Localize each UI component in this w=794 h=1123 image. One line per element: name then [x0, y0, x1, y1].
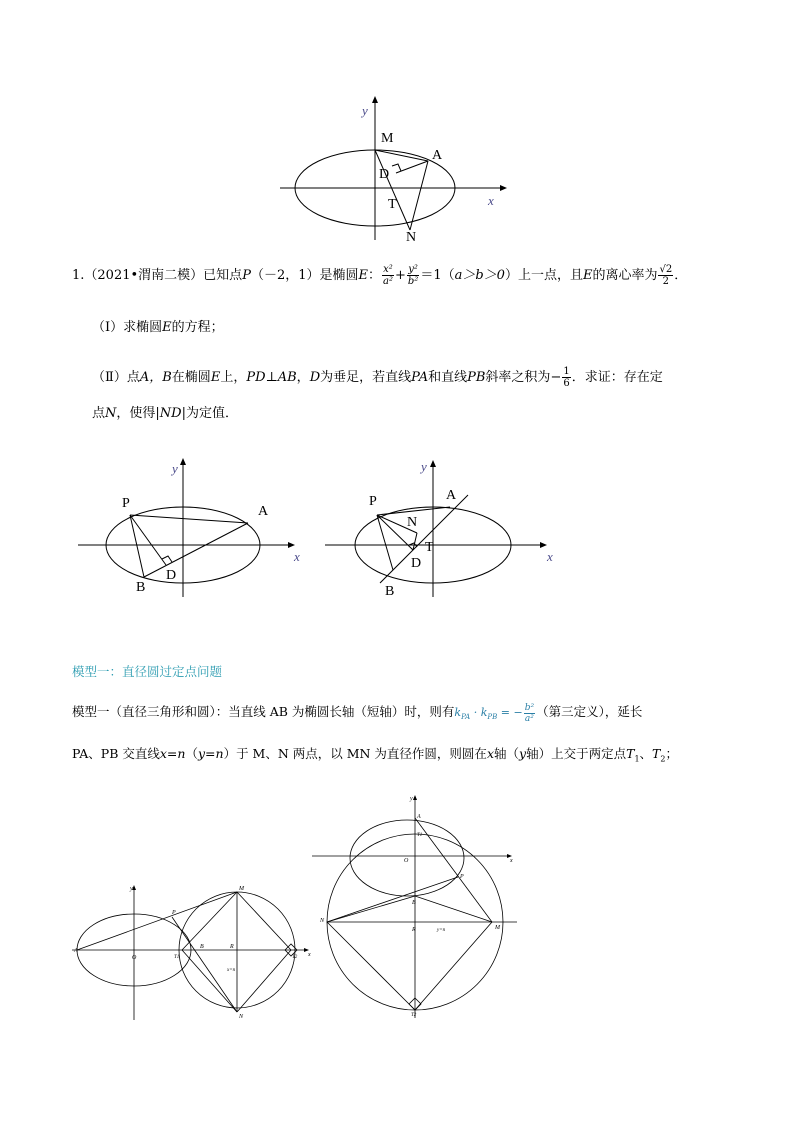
part2-nd: |ND|	[155, 406, 186, 421]
y-axis-arrow	[180, 458, 186, 465]
model-line2	[72, 744, 678, 770]
label-t2: T2	[411, 1013, 417, 1018]
frac2-num: y²	[408, 264, 418, 275]
label-p: P	[122, 496, 130, 511]
label-d: D	[411, 556, 422, 571]
slope-den: 6	[563, 378, 570, 389]
figure-bottom-right-svg	[312, 790, 522, 1020]
line-mt2	[237, 892, 291, 950]
part2-a: （Ⅱ）点	[92, 370, 140, 385]
part2-g: 斜率之积为	[485, 370, 551, 385]
part2-dd: D	[309, 370, 321, 385]
y-axis-arrow	[372, 96, 378, 103]
part2-d: ，	[296, 370, 310, 385]
part2-n: N	[105, 406, 117, 421]
slope-num: 1	[563, 366, 570, 377]
label-m: M	[495, 925, 500, 931]
label-y: y	[410, 796, 413, 802]
slope-product-formula	[454, 702, 536, 724]
y-axis-arrow	[413, 795, 417, 800]
label-r: R	[412, 927, 416, 933]
figure-top-svg	[280, 95, 520, 250]
fraction-y2-b2	[407, 264, 419, 287]
label-x: x	[308, 952, 311, 958]
model-line2-t2: T	[652, 746, 661, 761]
line-mn	[375, 150, 410, 230]
model-line2-xa: x	[486, 746, 494, 761]
frac2-den: b²	[407, 276, 419, 287]
label-line: x=n	[227, 968, 236, 973]
figure-top	[280, 95, 520, 250]
part1-e: E	[162, 320, 172, 335]
label-b: B	[385, 584, 395, 599]
line-da	[396, 161, 428, 173]
part2-line2-a: 点	[92, 406, 106, 421]
problem-statement	[72, 264, 687, 287]
part2-f: 和直线	[428, 370, 468, 385]
formula-k2: k	[480, 706, 488, 719]
label-o: O	[404, 858, 409, 864]
model-line2-x: x=n	[159, 746, 186, 761]
line-nb	[327, 896, 415, 922]
label-a: A	[417, 814, 421, 820]
part2-ab: A，B	[139, 370, 172, 385]
label-t2: T2	[292, 955, 298, 960]
figure-bottom-right	[312, 790, 522, 1020]
problem-text-d: 的离心率为	[592, 268, 658, 283]
formula-pb: PB	[487, 713, 498, 722]
ecc-e: E	[582, 268, 593, 283]
model-line2-b: （	[185, 746, 198, 761]
label-x: x	[294, 549, 300, 564]
figure-bottom-left-svg	[72, 880, 322, 1025]
label-d: D	[166, 568, 177, 583]
period: ．	[674, 268, 688, 283]
model-line2-d: 轴（	[494, 746, 520, 761]
part2-e2: 为垂足，若直线	[320, 370, 412, 385]
model-line2-ya: y	[519, 746, 527, 761]
line-t1m	[182, 892, 237, 950]
model-line2-y: y=n	[197, 746, 224, 761]
line-ab	[144, 523, 248, 577]
line-am	[415, 818, 492, 922]
ecc-den: 2	[662, 276, 670, 287]
label-n: N	[239, 1014, 244, 1020]
label-y: y	[362, 103, 368, 118]
right-angle-mark	[392, 164, 401, 171]
label-t1: T1	[417, 833, 423, 838]
label-line: y=n	[437, 928, 446, 933]
formula-den: a²	[524, 713, 534, 724]
part1-end: 的方程；	[171, 320, 224, 335]
line-pa	[130, 515, 248, 523]
ecc-num: √2	[659, 264, 673, 275]
label-a: A	[446, 488, 457, 503]
part2-h: ．求证：存在定	[571, 370, 663, 385]
model-line2-t1-sub: 1	[634, 754, 640, 764]
formula-eq: = −	[500, 706, 523, 719]
label-n: N	[407, 515, 418, 530]
label-d: D	[379, 167, 390, 182]
formula-dot: ·	[473, 706, 478, 719]
label-x: x	[547, 549, 553, 564]
frac1-den: a²	[383, 276, 393, 287]
model-line2-sep: 、	[639, 746, 653, 761]
figure-bottom-left	[72, 880, 322, 1025]
x-axis-arrow	[540, 542, 547, 548]
y-axis-arrow	[430, 460, 436, 467]
part-two-line2	[92, 404, 238, 424]
model-line2-t1: T	[626, 746, 635, 761]
model-title: 模型一：直径圆过定点问题	[72, 664, 223, 679]
point-p: P	[242, 268, 251, 283]
label-a: A	[74, 948, 78, 954]
problem-source: （2021•渭南二模）	[84, 268, 204, 283]
model-line2-c: ）于 M、N 两点，以 MN 为直径作圆，则圆在	[223, 746, 487, 761]
label-n: N	[320, 918, 325, 924]
label-b: B	[200, 944, 204, 950]
model-line2-e: 轴）上交于两定点	[526, 746, 627, 761]
figure-mid-left-svg	[78, 455, 318, 605]
line-np	[327, 877, 458, 922]
colon: ：	[368, 268, 382, 283]
point-coords: （－2，1）	[250, 268, 320, 283]
label-p: P	[460, 874, 464, 880]
part2-pb: PB	[467, 370, 486, 385]
model-line1	[72, 702, 642, 727]
slope-sign: −	[550, 370, 562, 385]
fraction-x2-a2	[382, 264, 394, 287]
line-nt2	[237, 950, 291, 1012]
label-y: y	[130, 886, 133, 892]
part-two-line1	[92, 366, 663, 389]
figure-mid-right	[325, 455, 565, 605]
line-nt2	[327, 922, 415, 1010]
x-axis-arrow	[288, 542, 295, 548]
formula-pa: PA	[461, 713, 471, 722]
line-mt2	[415, 922, 492, 1010]
formula-fraction	[524, 703, 535, 724]
figure-mid-left	[78, 455, 318, 605]
problem-text-c: ）上一点，且	[504, 268, 583, 283]
part1-text: （Ⅰ）求椭圆	[92, 320, 163, 335]
label-t1: T1	[174, 955, 180, 960]
label-n: N	[406, 230, 417, 245]
model-line1-b: （第三定义），延长	[536, 704, 643, 719]
condition: a＞b＞0	[454, 268, 505, 283]
problem-text-a: 已知点	[203, 268, 243, 283]
part2-pa: PA	[411, 370, 429, 385]
label-x: x	[510, 858, 513, 864]
equals: ＝1（	[420, 268, 455, 283]
label-m: M	[239, 886, 244, 892]
label-b: B	[136, 580, 146, 595]
model-line1-a: 模型一（直径三角形和圆）：当直线 AB 为椭圆长轴（短轴）时，则有	[72, 704, 455, 719]
label-t: T	[388, 197, 397, 212]
model-line2-t2-sub: 2	[660, 754, 666, 764]
part2-e: E	[210, 370, 221, 385]
part2-c: 上，	[220, 370, 247, 385]
model-line2-end: ；	[665, 746, 678, 761]
label-a: A	[432, 148, 443, 163]
label-r: R	[230, 944, 234, 950]
label-p: P	[172, 910, 176, 916]
label-o: O	[132, 955, 137, 961]
part-one	[92, 318, 224, 338]
label-y: y	[172, 461, 178, 476]
part2-line2-b: ，使得	[116, 406, 156, 421]
problem-number: 1.	[72, 268, 85, 283]
label-p: P	[369, 494, 377, 509]
plus: +	[395, 268, 406, 283]
problem-text-b: 是椭圆	[319, 268, 359, 283]
formula-k1: k	[454, 706, 462, 719]
label-t: T	[425, 540, 434, 555]
figure-mid-right-svg	[325, 455, 565, 605]
label-y: y	[421, 459, 427, 474]
part2-perp: PD⊥AB	[246, 370, 297, 385]
frac1-num: x²	[383, 264, 393, 275]
line-bm	[415, 896, 492, 922]
part2-b: 在椭圆	[171, 370, 211, 385]
formula-num: b²	[524, 702, 535, 713]
fraction-slope	[562, 366, 570, 389]
model-line2-a: PA、PB 交直线	[72, 746, 160, 761]
line-t1n	[182, 950, 237, 1012]
ellipse-name: E	[358, 268, 368, 283]
label-m: M	[381, 131, 394, 146]
fraction-eccentricity	[658, 264, 673, 287]
x-axis-arrow	[500, 185, 507, 191]
label-x: x	[488, 193, 494, 208]
label-b: B	[412, 900, 416, 906]
label-a: A	[258, 504, 269, 519]
part2-line2-c: 为定值．	[185, 406, 238, 421]
